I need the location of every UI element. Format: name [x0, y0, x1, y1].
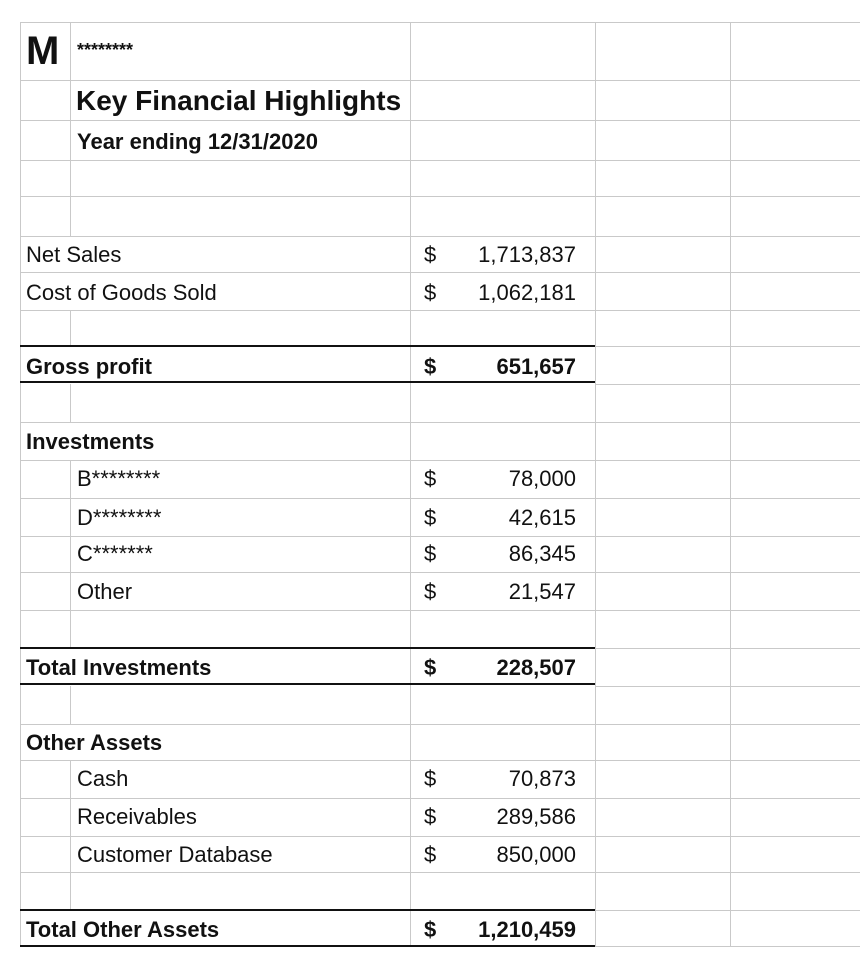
net-sales-value: 1,713,837: [478, 242, 576, 267]
investment-item-label: Other: [77, 579, 133, 604]
grid-line: [20, 724, 860, 725]
total-border-top: [20, 647, 595, 649]
investment-item-value: 21,547: [508, 579, 576, 604]
grid-line: [595, 384, 860, 385]
grid-line: [70, 160, 71, 236]
net-sales-label: Net Sales: [26, 242, 122, 267]
total-border-bottom: [20, 945, 595, 947]
grid-line: [595, 946, 860, 947]
page-title: Key Financial Highlights: [76, 85, 402, 116]
grid-line: [70, 760, 71, 910]
grid-line: [70, 460, 71, 648]
total-other-assets-value: 1,210,459: [478, 917, 576, 942]
total-investments-label: Total Investments: [26, 655, 212, 680]
company-name-masked: ********: [77, 40, 134, 60]
total-other-assets-label: Total Other Assets: [26, 917, 220, 942]
grid-line: [70, 310, 71, 346]
grid-line: [20, 610, 860, 611]
grid-line: [20, 196, 860, 197]
grid-line: [20, 498, 860, 499]
grid-line: [20, 236, 860, 237]
grid-line: [595, 686, 860, 687]
total-border-top: [20, 909, 595, 911]
asset-item-value: 850,000: [496, 842, 576, 867]
grid-line: [70, 384, 71, 422]
investment-item-value: 78,000: [508, 466, 576, 491]
total-border-bottom: [20, 381, 595, 383]
period-subtitle: Year ending 12/31/2020: [77, 129, 318, 154]
asset-item-currency: $: [424, 842, 437, 867]
asset-item-currency: $: [424, 804, 437, 829]
grid-line: [20, 80, 860, 81]
investment-item-value: 42,615: [508, 505, 576, 530]
cogs-label: Cost of Goods Sold: [26, 280, 217, 305]
grid-line: [70, 686, 71, 724]
grid-line: [20, 160, 860, 161]
grid-line: [20, 536, 860, 537]
gross-profit-value: 651,657: [496, 354, 576, 379]
grid-line: [595, 346, 860, 347]
asset-item-value: 70,873: [508, 766, 576, 791]
investment-item-currency: $: [424, 541, 437, 566]
asset-item-label: Customer Database: [77, 842, 273, 867]
total-border-bottom: [20, 683, 595, 685]
total-investments-currency: $: [424, 655, 437, 680]
grid-line: [595, 648, 860, 649]
cogs-value: 1,062,181: [478, 280, 576, 305]
investment-item-currency: $: [424, 505, 437, 530]
asset-item-label: Receivables: [77, 804, 197, 829]
investment-item-value: 86,345: [508, 541, 576, 566]
investment-item-label: B********: [77, 466, 161, 491]
gross-profit-label: Gross profit: [26, 354, 152, 379]
total-border-top: [20, 345, 595, 347]
grid-line: [20, 836, 860, 837]
grid-line: [20, 798, 860, 799]
grid-line: [20, 22, 860, 23]
total-investments-value: 228,507: [496, 655, 576, 680]
grid-line: [20, 272, 860, 273]
asset-item-currency: $: [424, 766, 437, 791]
grid-line: [20, 572, 860, 573]
investment-item-currency: $: [424, 579, 437, 604]
cogs-currency: $: [424, 280, 437, 305]
net-sales-currency: $: [424, 242, 437, 267]
investments-section-label: Investments: [26, 429, 155, 454]
grid-line: [70, 22, 71, 160]
asset-item-label: Cash: [77, 766, 129, 791]
total-other-assets-currency: $: [424, 917, 437, 942]
investment-item-label: D********: [77, 505, 162, 530]
asset-item-value: 289,586: [496, 804, 576, 829]
grid-line: [20, 310, 860, 311]
company-logo-letter: M: [26, 31, 59, 71]
grid-line: [20, 460, 860, 461]
grid-line: [20, 872, 860, 873]
gross-profit-currency: $: [424, 354, 437, 379]
grid-line: [20, 120, 860, 121]
grid-line: [20, 760, 860, 761]
grid-line: [20, 422, 860, 423]
investment-item-currency: $: [424, 466, 437, 491]
other-assets-section-label: Other Assets: [26, 730, 163, 755]
investment-item-label: C*******: [77, 541, 153, 566]
